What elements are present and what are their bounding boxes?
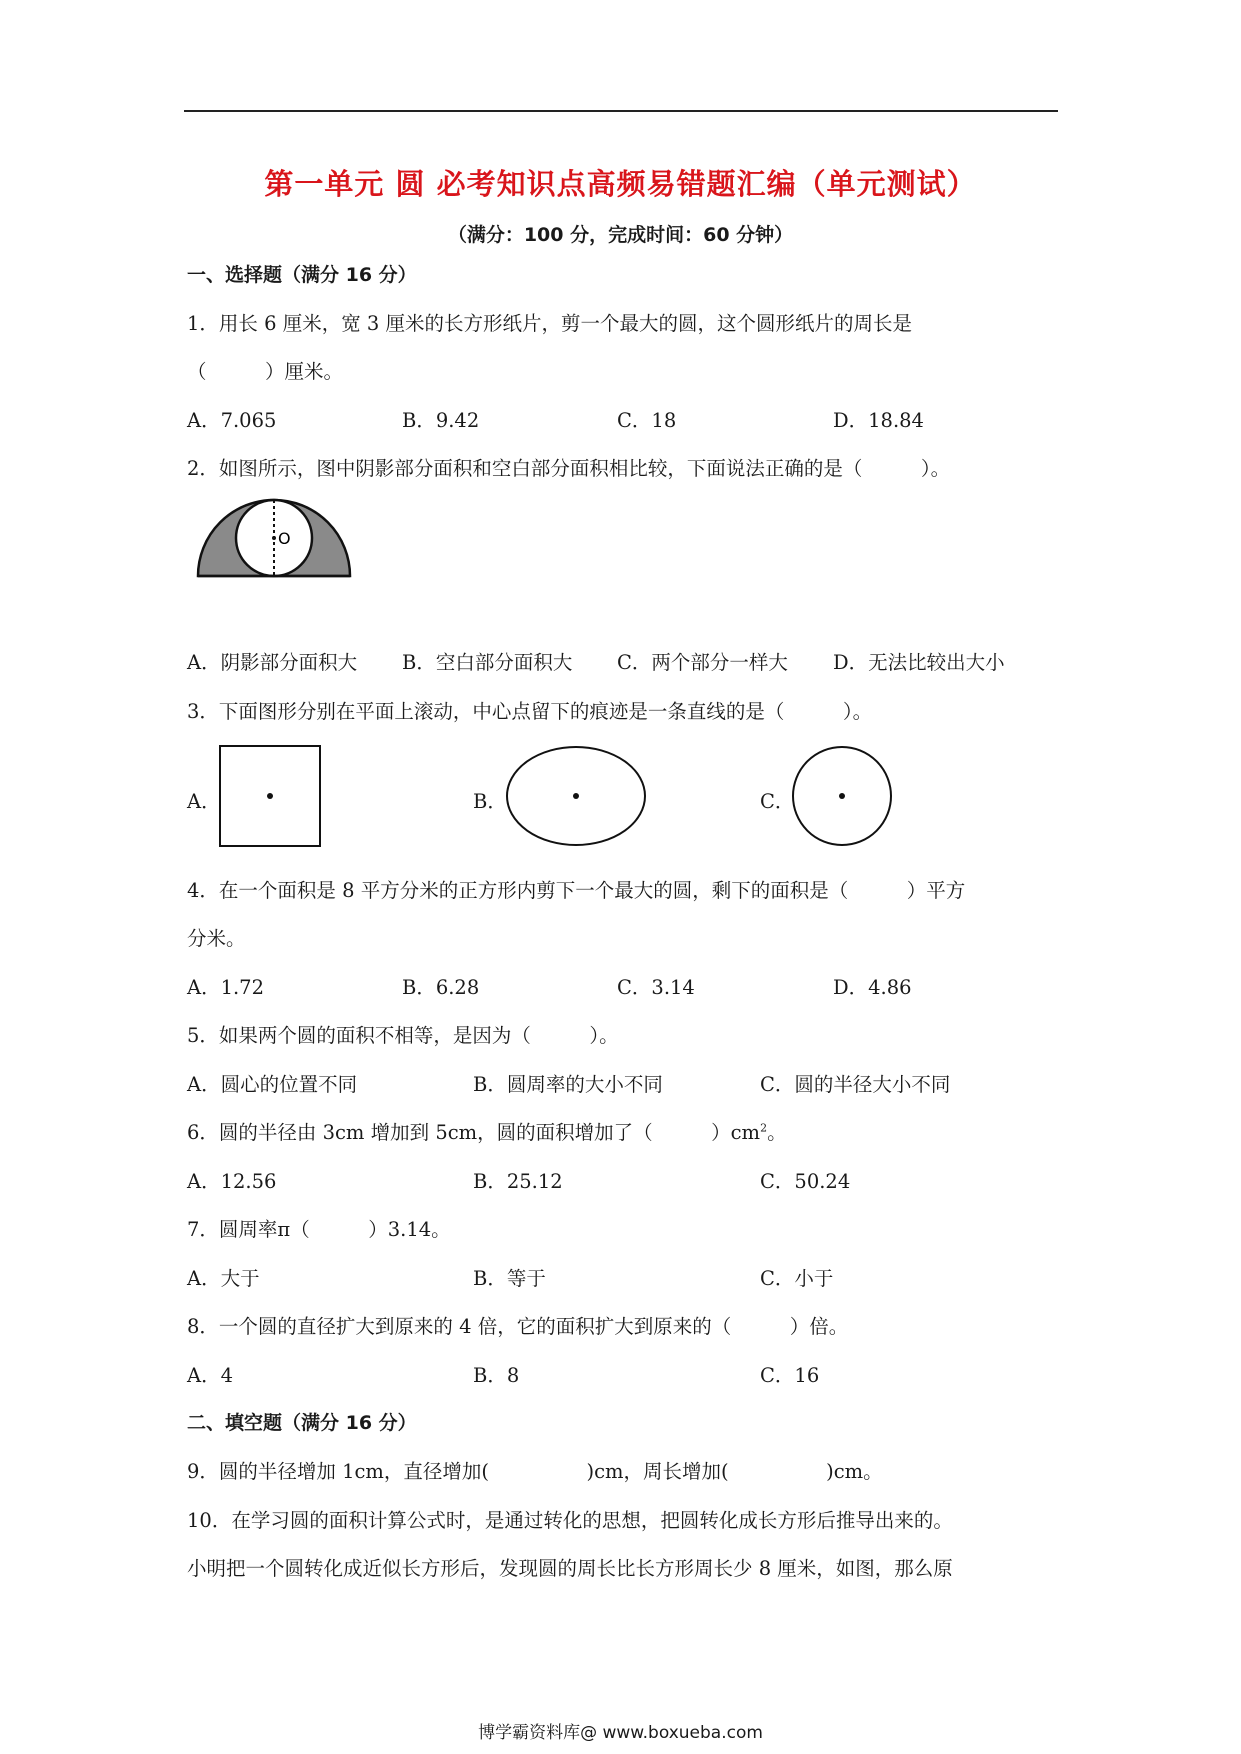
option-b: B．等于	[473, 1267, 546, 1290]
question-6-text: 6．圆的半径由 3cm 增加到 5cm，圆的面积增加了（ ）cm	[187, 1121, 761, 1144]
option-b: B．空白部分面积大	[402, 651, 573, 674]
option-a: A．7.065	[187, 409, 277, 432]
question-4-line-2: 分米。	[187, 927, 246, 950]
option-d: D．18.84	[833, 409, 924, 432]
page-title: 第一单元 圆 必考知识点高频易错题汇编（单元测试）	[264, 167, 977, 201]
question-10-line-2: 小明把一个圆转化成近似长方形后，发现圆的周长比长方形周长少 8 厘米，如图，那么原	[187, 1557, 953, 1580]
question-10-line-1: 10．在学习圆的面积计算公式时，是通过转化的思想，把圆转化成长方形后推导出来的。	[187, 1509, 953, 1532]
option-a: A．圆心的位置不同	[187, 1073, 358, 1096]
question-3-line-1: 3．下面图形分别在平面上滚动，中心点留下的痕迹是一条直线的是（ ）。	[187, 700, 873, 723]
footer-watermark: 博学霸资料库@ www.boxueba.com	[478, 1723, 763, 1743]
option-b: B．9.42	[402, 409, 480, 432]
section-title: 二、填空题（满分 16 分）	[187, 1412, 417, 1434]
figure-label-c: C．	[760, 790, 795, 813]
figure-label-a: A．	[187, 790, 221, 813]
semicircle-figure	[195, 498, 355, 580]
option-d: D．无法比较出大小	[833, 651, 1005, 674]
option-a: A．1.72	[187, 976, 265, 999]
option-a: A．大于	[187, 1267, 260, 1290]
superscript-2: 2	[760, 1121, 768, 1135]
option-c: C．3.14	[617, 976, 695, 999]
circle-figure	[791, 745, 893, 847]
option-a: A．阴影部分面积大	[187, 651, 358, 674]
page-subtitle: （满分：100 分，完成时间：60 分钟）	[447, 224, 794, 246]
question-4-line-1: 4．在一个面积是 8 平方分米的正方形内剪下一个最大的圆，剩下的面积是（ ）平方	[187, 879, 966, 902]
option-c: C．18	[617, 409, 677, 432]
option-b: B．6.28	[402, 976, 480, 999]
option-c: C．16	[760, 1364, 820, 1387]
question-7-line-1: 7．圆周率π（ ）3.14。	[187, 1218, 451, 1241]
question-8-line-1: 8．一个圆的直径扩大到原来的 4 倍，它的面积扩大到原来的（ ）倍。	[187, 1315, 849, 1338]
option-a: A．12.56	[187, 1170, 277, 1193]
header-rule	[184, 110, 1058, 112]
center-label-o: O	[278, 529, 291, 548]
option-c: C．圆的半径大小不同	[760, 1073, 951, 1096]
option-b: B．圆周率的大小不同	[473, 1073, 663, 1096]
question-1-line-2: （ ）厘米。	[187, 360, 344, 383]
option-c: C．50.24	[760, 1170, 851, 1193]
question-2-line-1: 2．如图所示，图中阴影部分面积和空白部分面积相比较，下面说法正确的是（ ）。	[187, 457, 951, 480]
question-9-line-1: 9．圆的半径增加 1cm，直径增加( )cm，周长增加( )cm。	[187, 1460, 883, 1483]
option-b: B．25.12	[473, 1170, 563, 1193]
square-figure	[219, 745, 321, 847]
question-1-line-1: 1．用长 6 厘米，宽 3 厘米的长方形纸片，剪一个最大的圆，这个圆形纸片的周长是	[187, 312, 913, 335]
question-6-line-1	[187, 1117, 787, 1145]
section-title: 一、选择题（满分 16 分）	[187, 264, 417, 286]
option-d: D．4.86	[833, 976, 912, 999]
figure-label-b: B．	[473, 790, 507, 813]
ellipse-figure	[505, 745, 647, 847]
option-c: C．两个部分一样大	[617, 651, 788, 674]
option-c: C．小于	[760, 1267, 834, 1290]
question-6-tail: 。	[767, 1121, 787, 1144]
question-5-line-1: 5．如果两个圆的面积不相等，是因为（ ）。	[187, 1024, 619, 1047]
option-b: B．8	[473, 1364, 520, 1387]
option-a: A．4	[187, 1364, 233, 1387]
